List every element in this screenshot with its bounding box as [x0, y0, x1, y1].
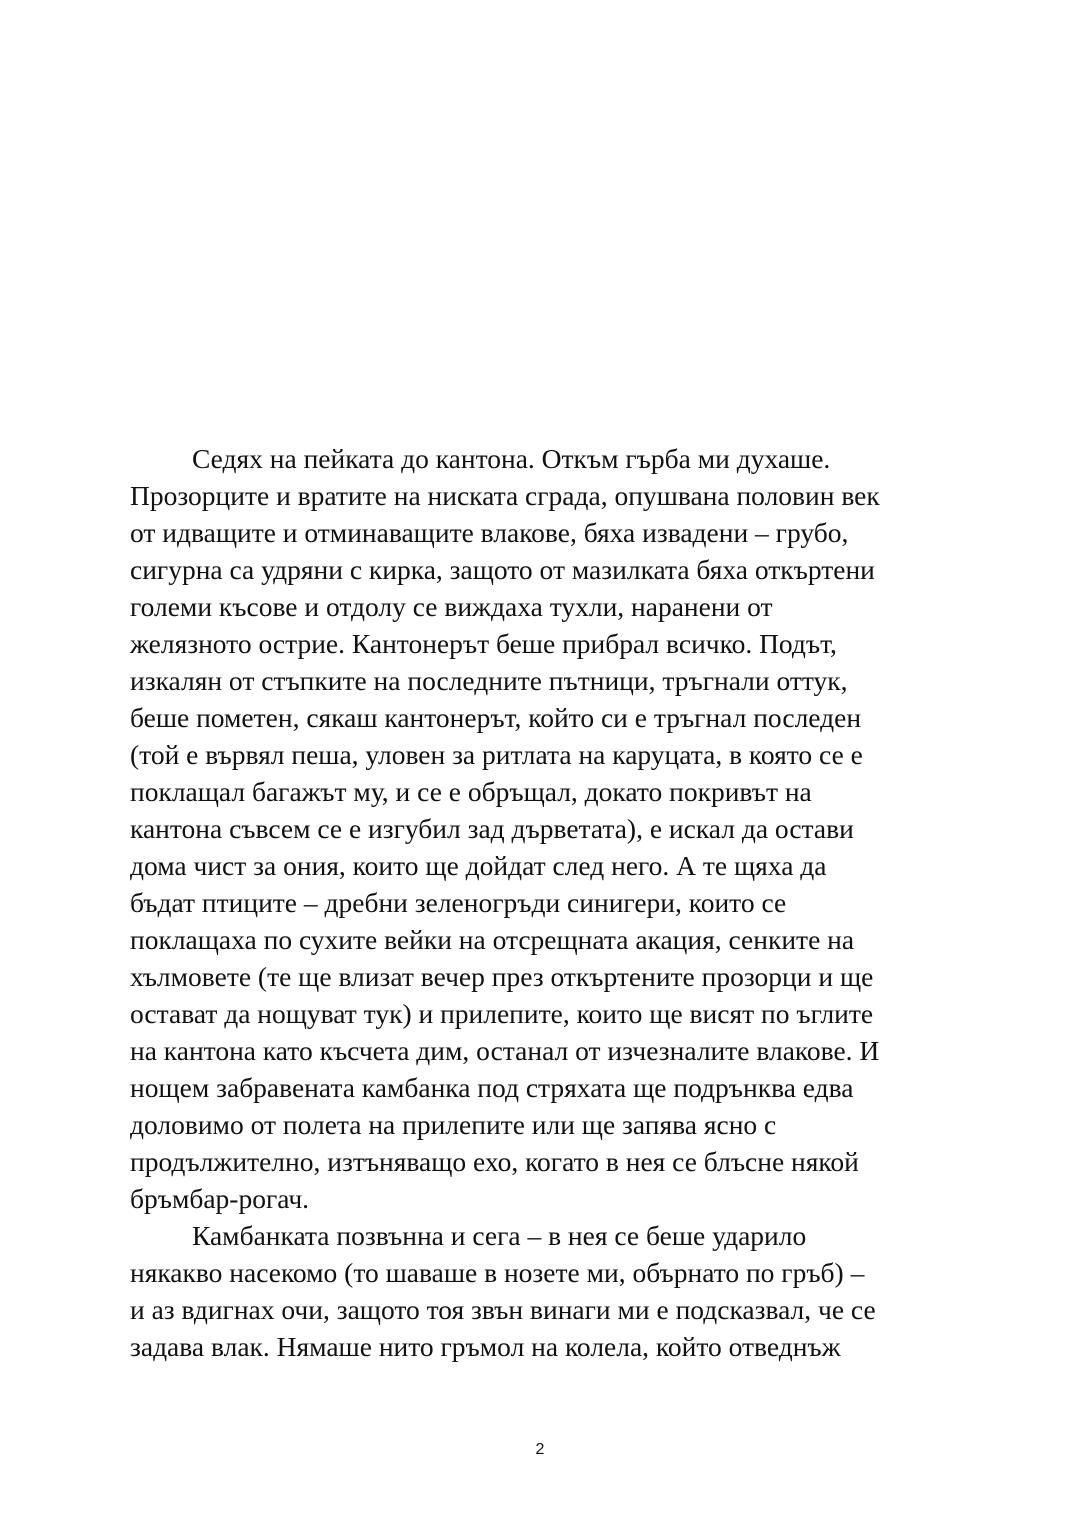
paragraph-1-line: Седях на пейката до кантона. Откъм гърба ми духаше.: [192, 443, 831, 474]
paragraph-1-line: доловимо от полета на прилепите или ще запява ясно с: [130, 1109, 777, 1140]
paragraph-2-line: Камбанката позвънна и сега – в нея се беше ударило: [192, 1220, 807, 1251]
paragraph-1-line: изкалян от стъпките на последните пътници, тръгнали оттук,: [130, 665, 848, 696]
paragraph-1-line: Прозорците и вратите на ниската сграда, опушвана половин век: [130, 480, 880, 511]
paragraph-1-line: (той е вървял пеша, уловен за ритлата на каруцата, в която се е: [130, 739, 863, 770]
paragraph-1-line: кантона съвсем се е изгубил зад дърветата), е искал да остави: [130, 813, 854, 844]
paragraph-1-line: продължително, изтъняващо ехо, когато в нея се блъсне някой: [130, 1146, 859, 1177]
paragraph-1-line: бръмбар-рогач.: [130, 1183, 310, 1214]
paragraph-2-line: някакво насекомо (то шаваше в нозете ми, обърнато по гръб) –: [130, 1257, 865, 1288]
paragraph-1-line: хълмовете (те ще влизат вечер през откъртените прозорци и ще: [130, 961, 874, 992]
paragraph-2-line: и аз вдигнах очи, защото тоя звън винаги ми е подсказвал, че се: [130, 1294, 876, 1325]
page-number: 2: [535, 1441, 545, 1458]
body-text: [130, 440, 960, 1365]
paragraph-1-line: големи късове и отдолу се виждаха тухли, наранени от: [130, 591, 773, 622]
paragraph-1-line: беше пометен, сякаш кантонерът, който си е тръгнал последен: [130, 702, 862, 733]
paragraph-2-line: задава влак. Нямаше нито гръмол на колела, който отведнъж: [130, 1331, 841, 1362]
paragraph-1-line: на кантона като късчета дим, останал от изчезналите влакове. И: [130, 1035, 880, 1066]
paragraph-1-line: бъдат птиците – дребни зеленогръди синигери, които се: [130, 887, 787, 918]
paragraph-1-line: поклащаха по сухите вейки на отсрещната акация, сенките на: [130, 924, 855, 955]
paragraph-1-line: поклащал багажът му, и се е обръщал, докато покривът на: [130, 776, 812, 807]
paragraph-1-line: от идващите и отминаващите влакове, бяха извадени – грубо,: [130, 517, 849, 548]
paragraph-1-line: нощем забравената камбанка под стряхата ще подрънква едва: [130, 1072, 854, 1103]
paragraph-1-line: желязното острие. Кантонерът беше прибрал всичко. Подът,: [130, 628, 837, 659]
paragraph-1-line: остават да нощуват тук) и прилепите, които ще висят по ъглите: [130, 998, 874, 1029]
paragraph-1-line: сигурна са удряни с кирка, защото от мазилката бяха откъртени: [130, 554, 875, 585]
paragraph-1-line: дома чист за ония, които ще дойдат след него. А те щяха да: [130, 850, 827, 881]
